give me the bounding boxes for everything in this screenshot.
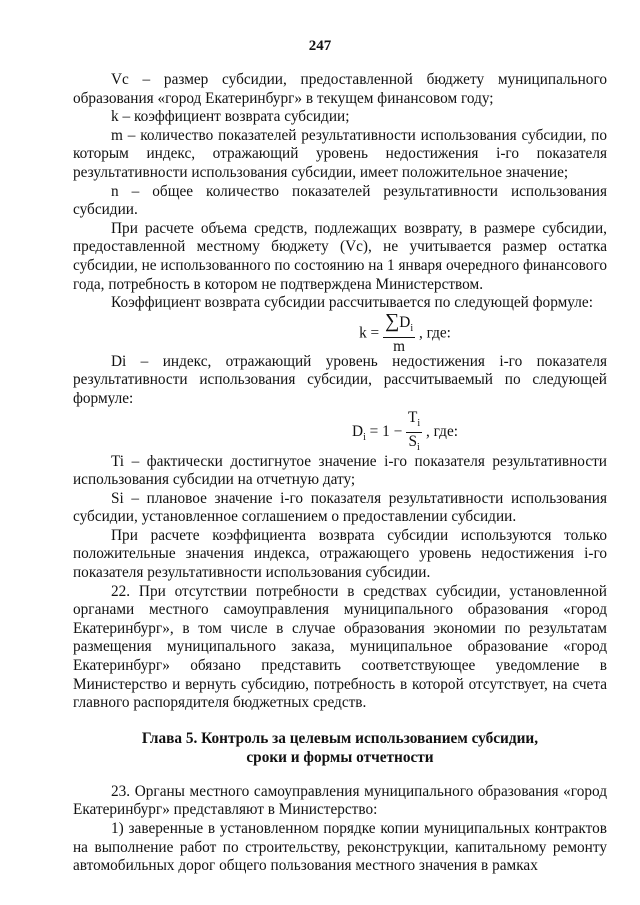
- paragraph: Di – индекс, отражающий уровень недостижения i-го показателя результативности использования субсидии, рассчитываемый по следующей формуле:: [73, 352, 607, 407]
- formula-d-eq: = 1 −: [365, 422, 407, 440]
- paragraph: Ti – фактически достигнутое значение i-го показателя результативности использования субсидии на отчетную дату;: [73, 452, 607, 489]
- formula-d-lhs: D: [352, 422, 364, 440]
- formula-k-denominator: m: [393, 337, 405, 355]
- paragraph: При расчете коэффициента возврата субсидии используются только положительные значения индекса, отражающего уровень недостижения i-го показателя результативности использования субсидии.: [73, 526, 607, 582]
- formula-d-denominator: [406, 433, 422, 456]
- body-text: [73, 71, 607, 876]
- formula-d: [73, 409, 607, 453]
- paragraph: Коэффициент возврата субсидии рассчитывается по следующей формуле:: [111, 294, 593, 312]
- paragraph: Si – плановое значение i-го показателя результативности использования субсидии, установленное соглашением о предоставлении субсидии.: [73, 489, 607, 526]
- paragraph: 22. При отсутствии потребности в средствах субсидии, установленной органами местного самоуправления муниципального образования «город Екатеринбург», в том числе в случае образования экономии по результатам размещения муниципального заказа, муниципальное образование «город Екатеринбург» обязано представить соответствующее уведомление в Министерство и вернуть субсидию, потребность в которой отсутствует, на счета главного распорядителя бюджетных средств.: [73, 582, 607, 712]
- paragraph: При расчете объема средств, подлежащих возврату, в размере субсидии, предоставленной местному бюджету (Vс), не учитывается размер остатка субсидии, не использованного по состоянию на 1 января очередного финансового года, потребность в котором не подтверждена Министерством.: [73, 219, 607, 293]
- paragraph: 1) заверенные в установленном порядке копии муниципальных контрактов на выполнение работ по строительству, реконструкции, капитальному ремонту автомобильных дорог общего пользования местного значения в рамках: [73, 820, 607, 875]
- formula-d-suffix: , где:: [426, 422, 458, 440]
- chapter-title: [73, 729, 607, 767]
- chapter-title-line: сроки и формы отчетности: [246, 748, 434, 766]
- formula-k: [73, 309, 607, 355]
- formula-k-suffix: , где:: [418, 324, 451, 342]
- formula-d-num-sub: i: [417, 417, 421, 429]
- formula-k-numerator: [383, 309, 415, 338]
- paragraph: Vс – размер субсидии, предоставленной бюджету муниципального образования «город Екатеринбург» в текущем финансовом году;: [73, 71, 607, 107]
- formula-k-fraction: [383, 309, 415, 355]
- formula-k-num-sub: i: [410, 322, 414, 334]
- formula-d-den-var: S: [408, 432, 417, 450]
- formula-d-lhs-sub: i: [363, 431, 366, 443]
- formula-k-num-var: D: [399, 313, 411, 331]
- formula-d-num-var: T: [408, 408, 418, 426]
- chapter-title-line: Глава 5. Контроль за целевым использованием субсидии,: [141, 729, 539, 747]
- sigma-symbol: ∑: [385, 309, 400, 332]
- paragraph: k – коэффициент возврата субсидии;: [111, 108, 350, 126]
- formula-d-den-sub: i: [416, 441, 420, 453]
- paragraph: n – общее количество показателей результативности использования субсидии.: [73, 182, 607, 219]
- formula-d-fraction: [406, 409, 422, 456]
- paragraph: m – количество показателей результативности использования субсидии, по которым индекс, отражающий уровень недостижения i-го показателя результативности использования субсидии, имеет положительное значение;: [73, 126, 607, 181]
- formula-d-numerator: [406, 409, 422, 433]
- paragraph: 23. Органы местного самоуправления муниципального образования «город Екатеринбург» представляют в Министерство:: [73, 782, 607, 819]
- formula-k-lhs: k =: [359, 324, 380, 342]
- page-number: 247: [308, 38, 332, 54]
